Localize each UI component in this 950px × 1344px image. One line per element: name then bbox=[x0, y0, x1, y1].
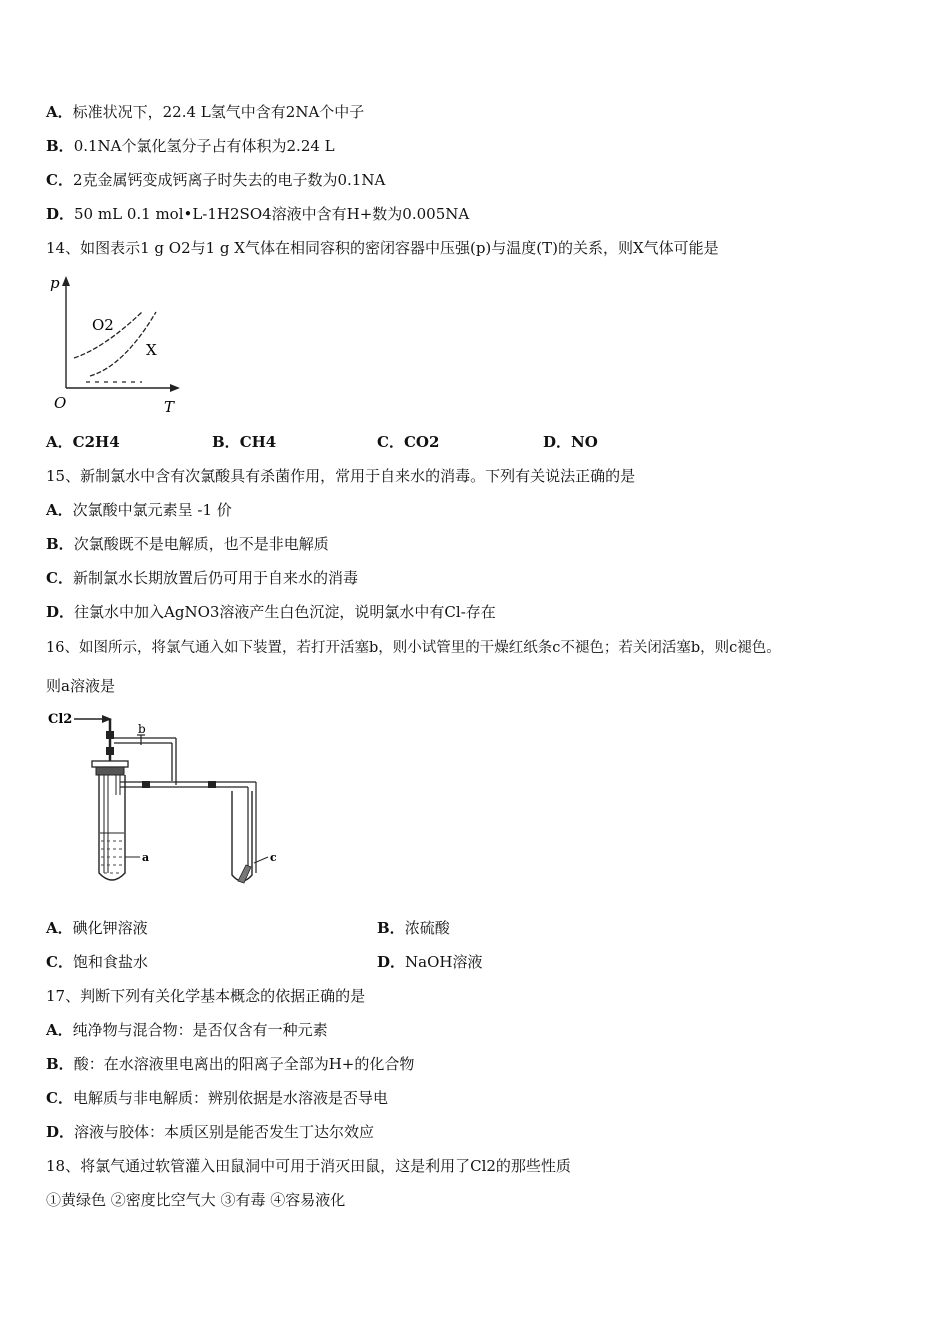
o2-curve-label: O2 bbox=[92, 316, 114, 334]
cl2-label: Cl2 bbox=[48, 712, 73, 727]
inlet-joint bbox=[106, 731, 114, 739]
q17-option-b: B．酸：在水溶液里电离出的阳离子全部为H+的化合物 bbox=[46, 1055, 415, 1073]
test-tube-a bbox=[99, 775, 125, 880]
q18-choices: ①黄绿色 ②密度比空气大 ③有毒 ④容易液化 bbox=[46, 1191, 346, 1209]
q16-stem-line1: 16、如图所示，将氯气通入如下装置，若打开活塞b，则小试管里的干燥红纸条c不褪色；若关闭活塞b，则c褪色。 bbox=[46, 640, 781, 656]
x-curve-label: X bbox=[146, 341, 157, 359]
q16-option-c: C．饱和食盐水 bbox=[46, 953, 148, 971]
pipe-joint-1 bbox=[142, 781, 150, 788]
q16-option-d: D．NaOH溶液 bbox=[377, 953, 483, 971]
q16-option-a: A．碘化钾溶液 bbox=[46, 919, 148, 937]
q17-option-c: C．电解质与非电解质：辨别依据是水溶液是否导电 bbox=[46, 1089, 388, 1107]
q15-option-c: C．新制氯水长期放置后仍可用于自来水的消毒 bbox=[46, 569, 358, 587]
q14-stem: 14、如图表示1 g O2与1 g X气体在相同容积的密闭容器中压强(p)与温度(T)的关系，则X气体可能是 bbox=[46, 239, 719, 257]
x-axis-arrow bbox=[170, 384, 180, 392]
stopper bbox=[96, 767, 124, 775]
q15-stem: 15、新制氯水中含有次氯酸具有杀菌作用，常用于自来水的消毒。下列有关说法正确的是 bbox=[46, 467, 636, 485]
q17-option-a: A．纯净物与混合物：是否仅含有一种元素 bbox=[46, 1021, 328, 1039]
valve-b-label: b bbox=[138, 722, 146, 736]
y-axis-arrow bbox=[62, 276, 70, 286]
q16-stem-line2: 则a溶液是 bbox=[46, 677, 115, 695]
q15-option-a: A．次氯酸中氯元素呈 -1 价 bbox=[46, 501, 232, 519]
q13-option-a: A．标准状况下，22.4 L氢气中含有2NA个中子 bbox=[46, 103, 365, 121]
pipe-joint-2 bbox=[208, 781, 216, 788]
q17-stem: 17、判断下列有关化学基本概念的依据正确的是 bbox=[46, 987, 366, 1005]
origin-label: O bbox=[54, 394, 67, 412]
q13-option-c: C．2克金属钙变成钙离子时失去的电子数为0.1NA bbox=[46, 171, 386, 189]
q18-stem: 18、将氯气通过软管灌入田鼠洞中可用于消灭田鼠，这是利用了Cl2的那些性质 bbox=[46, 1157, 571, 1175]
q14-option-a: A．C2H4 bbox=[46, 433, 120, 451]
q15-option-d: D．往氯水中加入AgNO3溶液产生白色沉淀，说明氯水中有Cl-存在 bbox=[46, 603, 496, 621]
paper-c-label: c bbox=[270, 851, 277, 864]
q13-option-d: D．50 mL 0.1 mol•L-1H2SO4溶液中含有H+数为0.005NA bbox=[46, 205, 470, 223]
stopper-top bbox=[92, 761, 128, 767]
q16-option-b: B．浓硫酸 bbox=[377, 919, 450, 937]
q14-option-b: B．CH4 bbox=[212, 433, 277, 451]
q15-option-b: B．次氯酸既不是电解质，也不是非电解质 bbox=[46, 535, 329, 553]
q14-pt-graph bbox=[44, 270, 194, 420]
x-axis-label: T bbox=[164, 398, 175, 416]
q13-option-b: B．0.1NA个氯化氢分子占有体积为2.24 L bbox=[46, 137, 335, 155]
q14-option-c: C．CO2 bbox=[377, 433, 440, 451]
q17-option-d: D．溶液与胶体：本质区别是能否发生丁达尔效应 bbox=[46, 1123, 375, 1141]
y-axis-label: p bbox=[50, 274, 60, 292]
red-paper-c bbox=[238, 865, 251, 883]
q14-option-d: D．NO bbox=[543, 433, 598, 451]
inlet-joint-2 bbox=[106, 747, 114, 755]
q16-apparatus bbox=[44, 705, 294, 890]
solution-a-label: a bbox=[142, 851, 150, 864]
